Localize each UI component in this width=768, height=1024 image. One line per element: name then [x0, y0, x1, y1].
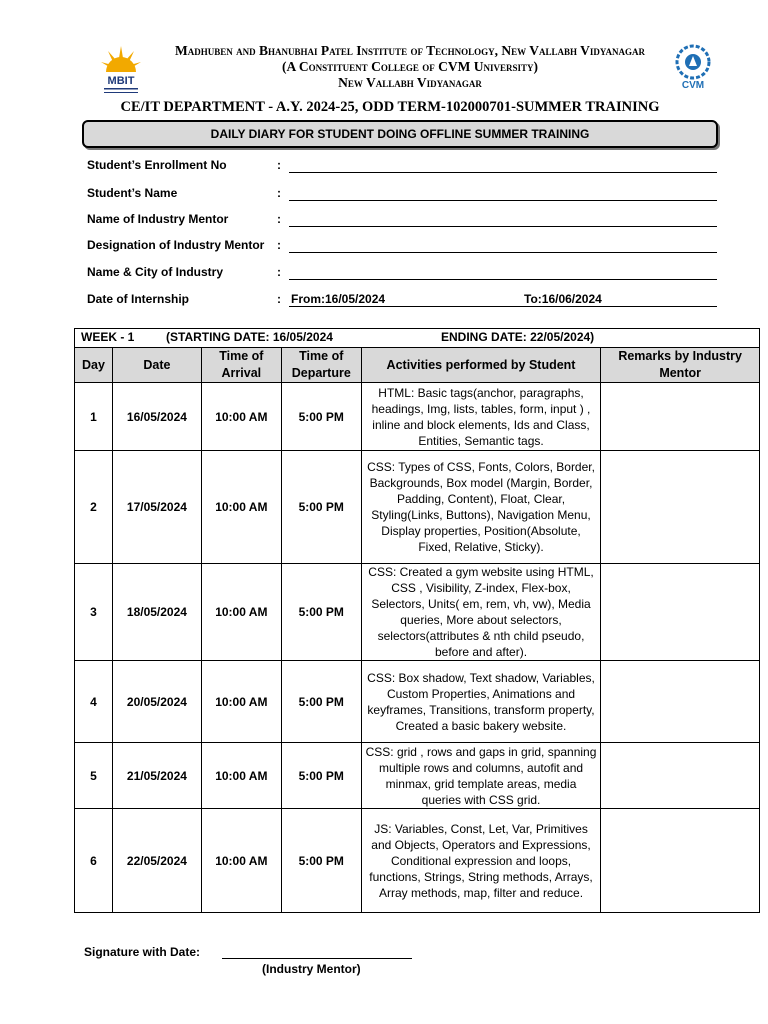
internship-date-field[interactable] — [87, 292, 727, 312]
colon: : — [277, 292, 281, 306]
arrival-cell: 10:00 AM — [201, 383, 281, 451]
header-arrival: Time of Arrival — [201, 348, 281, 383]
institute-name: Madhuben and Bhanubhai Patel Institute of Technology, New Vallabh Vidyanagar — [174, 43, 646, 58]
remarks-cell[interactable] — [601, 809, 760, 913]
arrival-cell: 10:00 AM — [201, 661, 281, 743]
day-cell: 4 — [75, 661, 113, 743]
date-cell: 20/05/2024 — [112, 661, 201, 743]
enrollment-label: Student’s Enrollment No — [87, 158, 227, 172]
signature-label: Signature with Date: — [84, 945, 201, 959]
student-name-field[interactable] — [87, 186, 727, 206]
signature-line[interactable] — [222, 958, 412, 959]
internship-label: Date of Internship — [87, 292, 190, 306]
activity-cell: CSS: Created a gym website using HTML, CSS , Visibility, Z-index, Flex-box, Selectors, Units( em, rem, vh, vw), Media queries, More about selectors, selectors(attributes & nth child pseudo, before and after). — [361, 564, 601, 661]
week-end-date: ENDING DATE: 22/05/2024) — [441, 330, 595, 344]
colon: : — [277, 212, 281, 226]
industry-underline — [289, 279, 717, 280]
remarks-cell[interactable] — [601, 743, 760, 809]
header-date: Date — [112, 348, 201, 383]
table-row — [75, 383, 760, 451]
mentor-designation-field[interactable] — [87, 238, 727, 258]
departure-cell: 5:00 PM — [281, 743, 361, 809]
departure-cell: 5:00 PM — [281, 383, 361, 451]
table-row — [75, 564, 760, 661]
week-cell — [75, 329, 760, 348]
day-cell: 3 — [75, 564, 113, 661]
colon: : — [277, 238, 281, 252]
date-cell: 21/05/2024 — [112, 743, 201, 809]
table-row — [75, 661, 760, 743]
colon: : — [277, 265, 281, 279]
industry-field[interactable] — [87, 265, 727, 285]
internship-from-value: From:16/05/2024 — [291, 292, 386, 306]
day-cell: 1 — [75, 383, 113, 451]
week-row — [75, 329, 760, 348]
institute-location: New Vallabh Vidyanagar — [338, 75, 482, 90]
departure-cell: 5:00 PM — [281, 451, 361, 564]
table-row — [75, 451, 760, 564]
table-row — [75, 743, 760, 809]
remarks-cell[interactable] — [601, 564, 760, 661]
cvm-logo-text: CVM — [681, 80, 705, 91]
table-header-row — [75, 348, 760, 383]
day-cell: 5 — [75, 743, 113, 809]
internship-to-value: To:16/06/2024 — [524, 292, 602, 306]
department-title: CE/IT DEPARTMENT - A.Y. 2024-25, ODD TERM-102000701-SUMMER TRAINING — [120, 99, 660, 115]
date-cell: 18/05/2024 — [112, 564, 201, 661]
day-cell: 6 — [75, 809, 113, 913]
header-day: Day — [75, 348, 113, 383]
student-name-label: Student’s Name — [87, 186, 178, 200]
departure-cell: 5:00 PM — [281, 564, 361, 661]
colon: : — [277, 186, 281, 200]
mbit-logo-text: MBIT — [107, 75, 135, 87]
table-row — [75, 809, 760, 913]
header-activities: Activities performed by Student — [361, 348, 601, 383]
departure-cell: 5:00 PM — [281, 809, 361, 913]
enrollment-field[interactable] — [87, 158, 727, 178]
header-remarks: Remarks by Industry Mentor — [601, 348, 760, 383]
departure-cell: 5:00 PM — [281, 661, 361, 743]
mentor-name-field[interactable] — [87, 212, 727, 232]
activity-cell: CSS: Types of CSS, Fonts, Colors, Border, Backgrounds, Box model (Margin, Border, Padding, Content), Float, Clear, Styling(Links, Buttons), Navigation Menu, Display properties, Position(Absolute, Fixed, Relative, Sticky). — [361, 451, 601, 564]
arrival-cell: 10:00 AM — [201, 809, 281, 913]
signature-role: (Industry Mentor) — [262, 962, 361, 976]
activity-cell: HTML: Basic tags(anchor, paragraphs, headings, Img, lists, tables, form, input ) , inline and block elements, Ids and Class, Entities, Semantic tags. — [361, 383, 601, 451]
date-cell: 16/05/2024 — [112, 383, 201, 451]
header-departure: Time of Departure — [281, 348, 361, 383]
date-cell: 17/05/2024 — [112, 451, 201, 564]
enrollment-underline — [289, 172, 717, 173]
week-label: WEEK - 1 — [81, 330, 135, 344]
arrival-cell: 10:00 AM — [201, 743, 281, 809]
mentor-designation-label: Designation of Industry Mentor — [87, 238, 265, 252]
industry-label: Name & City of Industry — [87, 265, 224, 279]
mentor-designation-underline — [289, 252, 717, 253]
date-cell: 22/05/2024 — [112, 809, 201, 913]
week-start-date: (STARTING DATE: 16/05/2024 — [166, 330, 333, 344]
mentor-name-underline — [289, 226, 717, 227]
activity-cell: CSS: grid , rows and gaps in grid, spanning multiple rows and columns, autofit and minmax, grid template areas, media queries with CSS grid. — [361, 743, 601, 809]
colon: : — [277, 158, 281, 172]
remarks-cell[interactable] — [601, 451, 760, 564]
day-cell: 2 — [75, 451, 113, 564]
internship-underline — [289, 306, 717, 307]
arrival-cell: 10:00 AM — [201, 564, 281, 661]
institute-affiliation: (A Constituent College of CVM University) — [282, 59, 538, 74]
remarks-cell[interactable] — [601, 661, 760, 743]
diary-banner: DAILY DIARY FOR STUDENT DOING OFFLINE SUMMER TRAINING — [82, 120, 718, 148]
activity-cell: JS: Variables, Const, Let, Var, Primitives and Objects, Operators and Expressions, Conditional expression and loops, functions, Strings, String methods, Arrays, Array methods, map, filter and reduce. — [361, 809, 601, 913]
remarks-cell[interactable] — [601, 383, 760, 451]
diary-table — [74, 328, 760, 913]
student-name-underline — [289, 200, 717, 201]
mentor-name-label: Name of Industry Mentor — [87, 212, 229, 226]
arrival-cell: 10:00 AM — [201, 451, 281, 564]
activity-cell: CSS: Box shadow, Text shadow, Variables, Custom Properties, Animations and keyframes, Transitions, transform property, Created a basic bakery website. — [361, 661, 601, 743]
